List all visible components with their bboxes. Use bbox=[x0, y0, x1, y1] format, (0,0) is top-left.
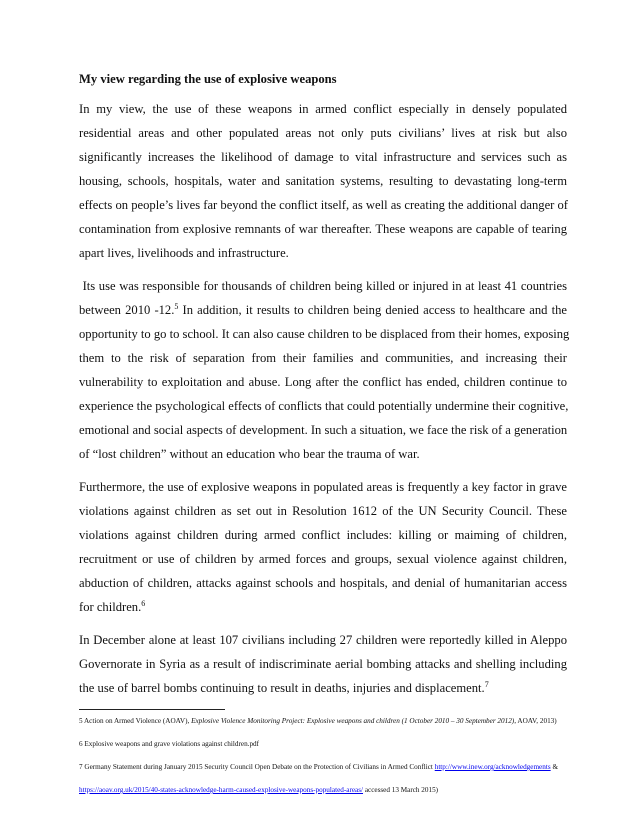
paragraph-line: Furthermore, the use of explosive weapons in populated areas is frequently a key factor in grave bbox=[79, 480, 567, 494]
paragraph-3 bbox=[79, 475, 567, 619]
paragraph-line bbox=[79, 676, 567, 700]
footnote-ref-7: 7 bbox=[484, 680, 489, 689]
paragraph-line: housing, schools, hospitals, water and sanitation systems, resulting to devastating long-term bbox=[79, 174, 567, 188]
paragraph-line: them to the risk of separation from their families and communities, and increasing their bbox=[79, 351, 567, 365]
paragraph-line: apart lives, livelihoods and infrastructure. bbox=[79, 246, 289, 260]
line-text: the use of barrel bombs continuing to result in deaths, injuries and displacement. bbox=[79, 681, 485, 695]
paragraph-line: abduction of children, attacks against schools and hospitals, and denial of humanitarian access bbox=[79, 576, 567, 590]
paragraph-line: of “lost children” without an education who bear the trauma of war. bbox=[79, 447, 420, 461]
footnote-text: 5 Action on Armed Violence (AOAV), bbox=[79, 717, 192, 725]
paragraph-line: contamination from explosive remnants of war thereafter. These weapons are capable of tearing bbox=[79, 222, 567, 236]
paragraph-line: vulnerability to exploitation and abuse. Long after the conflict has ended, children continue to bbox=[79, 375, 567, 389]
footnote-text: , AOAV, 2013) bbox=[514, 717, 557, 725]
footnote-ref-5: 5 bbox=[174, 302, 179, 311]
footnote-text: accessed 13 March 2015) bbox=[363, 786, 439, 794]
footnote-ref-6: 6 bbox=[141, 599, 146, 608]
paragraph-line: opportunity to go to school. It can also cause children to be displaced from their homes, exposing bbox=[79, 327, 570, 341]
footnote-7-continued bbox=[79, 785, 567, 796]
paragraph-line: effects on people’s lives far beyond the conflict itself, as well as creating the additional danger of bbox=[79, 198, 569, 212]
paragraph-line: Its use was responsible for thousands of children being killed or injured in at least 41 countries bbox=[79, 279, 567, 293]
paragraph-2 bbox=[79, 274, 570, 466]
paragraph-line: recruitment or use of children by armed forces and groups, sexual violence against children, bbox=[79, 552, 567, 566]
paragraph-line: violations against children as set out in Resolution 1612 of the UN Security Council. These bbox=[79, 504, 567, 518]
footnote-text: 7 Germany Statement during January 2015 Security Council Open Debate on the Protection of Civilians in Armed Conflict bbox=[79, 763, 435, 771]
line-text: between 2010 -12. bbox=[79, 303, 175, 317]
line-text: for children. bbox=[79, 600, 142, 614]
footnote-link-inew[interactable]: http://www.inew.org/acknowledgements bbox=[434, 763, 551, 771]
document-body bbox=[79, 72, 570, 808]
line-text: In addition, it results to children being denied access to healthcare and the bbox=[178, 303, 567, 317]
paragraph-line: emotional and social aspects of development. In such a situation, we face the risk of a generation bbox=[79, 423, 568, 437]
paragraph-1 bbox=[79, 97, 567, 265]
paragraph-line: In December alone at least 107 civilians including 27 children were reportedly killed in Aleppo bbox=[79, 633, 567, 647]
footnote-link-aoav[interactable]: https://aoav.org.uk/2015/40-states-acknowledge-harm-caused-explosive-weapons-populated-areas/ bbox=[79, 786, 364, 794]
paragraph-line: In my view, the use of these weapons in armed conflict especially in densely populated bbox=[79, 102, 567, 116]
footnote-title: Explosive Violence Monitoring Project: Explosive weapons and children (1 October 2010 – 30 September 2012) bbox=[191, 717, 515, 725]
paragraph-line: residential areas and other populated areas not only puts civilians’ lives at risk but also bbox=[79, 126, 567, 140]
footnote-text: & bbox=[550, 763, 559, 771]
paragraph-line: significantly increases the likelihood of damage to vital infrastructure and services such as bbox=[79, 150, 567, 164]
footnote-7 bbox=[79, 762, 567, 773]
paragraph-line: violations against children during armed conflict includes: killing or maiming of children, bbox=[79, 528, 567, 542]
footnote-5 bbox=[79, 716, 567, 727]
paragraph-line: experience the psychological effects of conflicts that could potentially undermine their cognitive, bbox=[79, 399, 569, 413]
paragraph-line bbox=[79, 298, 567, 322]
footnote-6: 6 Explosive weapons and grave violations against children.pdf bbox=[79, 740, 260, 748]
section-heading: My view regarding the use of explosive weapons bbox=[79, 72, 337, 86]
paragraph-line: Governorate in Syria as a result of indiscriminate aerial bombing attacks and shelling including bbox=[79, 657, 567, 671]
footnote-separator bbox=[79, 709, 225, 710]
paragraph-4 bbox=[79, 628, 567, 700]
paragraph-line bbox=[79, 595, 567, 619]
